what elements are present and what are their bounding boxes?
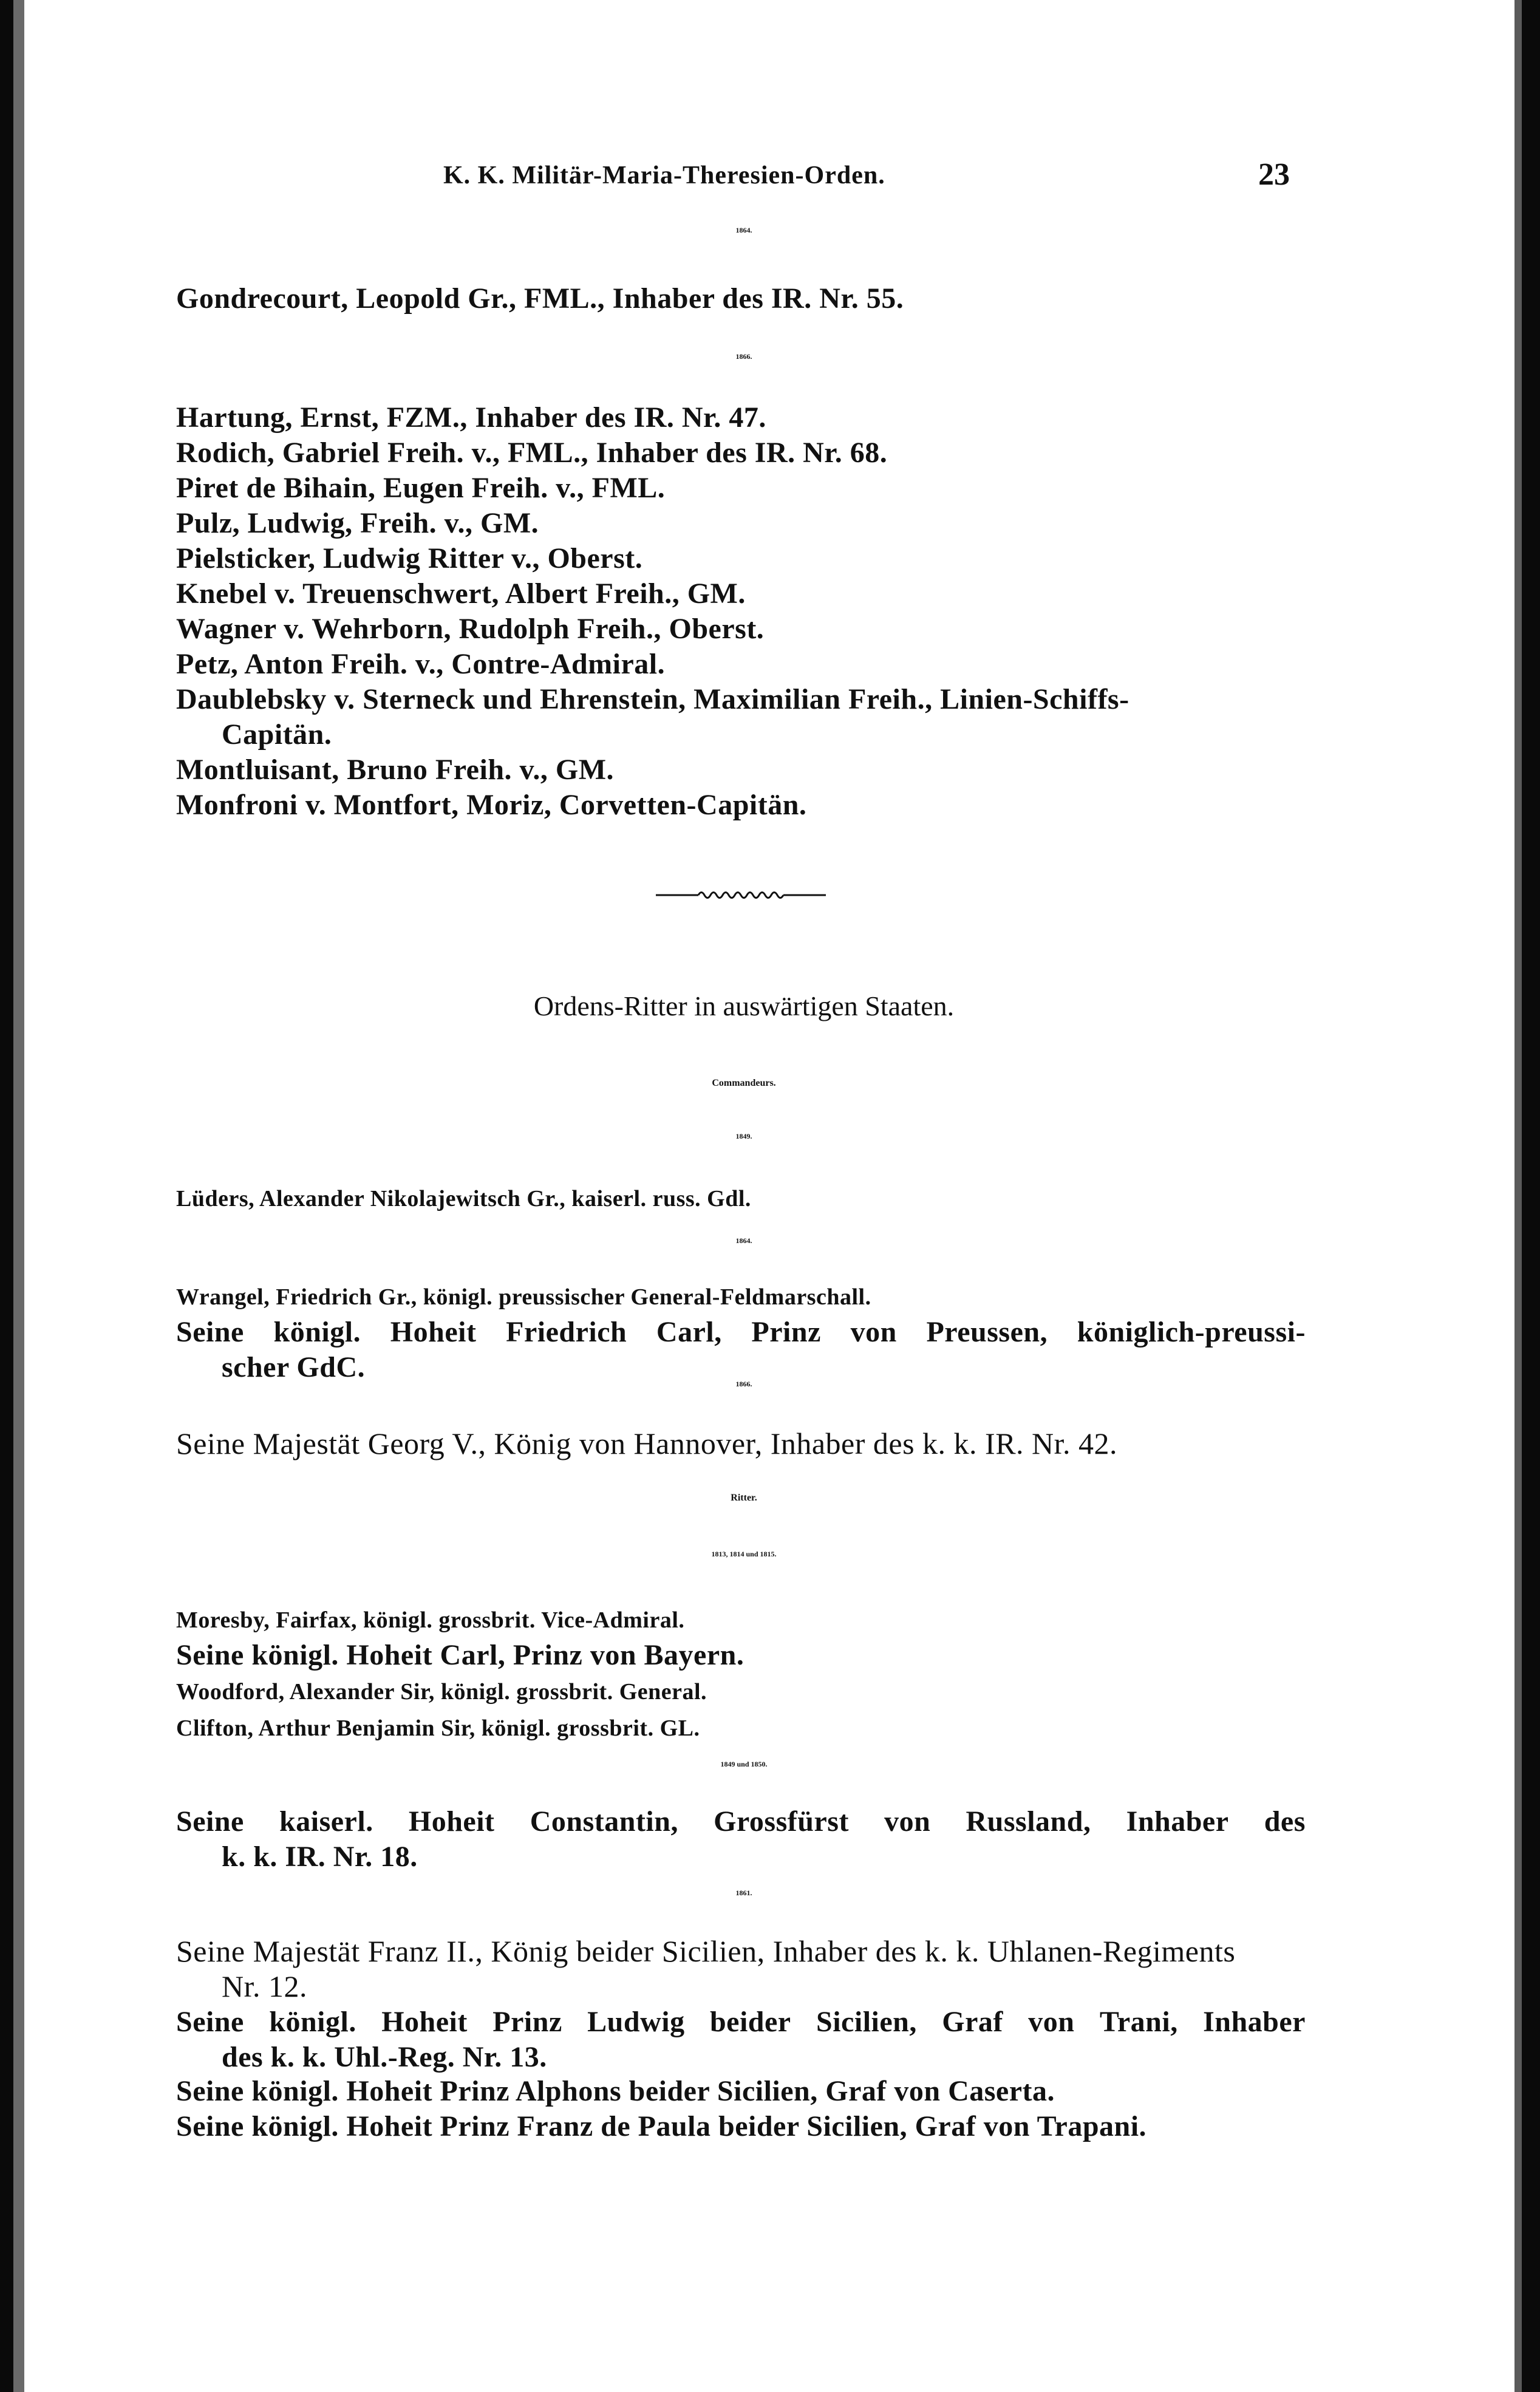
list-item: Seine Majestät Franz II., König beider Sicilien, Inhaber des k. k. Uhlanen-Regiments bbox=[176, 1934, 1236, 1968]
word: Graf bbox=[942, 2006, 1003, 2038]
year-heading-1813: 1813, 1814 und 1815. bbox=[711, 1550, 777, 1558]
list-item: Wagner v. Wehrborn, Rudolph Freih., Oberst. bbox=[176, 613, 765, 645]
word: Seine bbox=[176, 1316, 244, 1348]
year-heading-1864: 1864. bbox=[735, 1236, 752, 1245]
list-item-continuation: Nr. 12. bbox=[222, 1969, 307, 2003]
scan-edge-right-shadow bbox=[1514, 0, 1522, 2392]
list-item: Piret de Bihain, Eugen Freih. v., FML. bbox=[176, 472, 666, 504]
word: Prinz bbox=[492, 2006, 562, 2038]
list-item-continuation: scher GdC. bbox=[222, 1351, 366, 1383]
scan-edge-left-shadow bbox=[13, 0, 24, 2392]
section-title: Ordens-Ritter in auswärtigen Staaten. bbox=[533, 990, 955, 1021]
scan-edge-left bbox=[0, 0, 13, 2392]
word: Russland, bbox=[966, 1805, 1091, 1838]
list-item: Knebel v. Treuenschwert, Albert Freih., GM. bbox=[176, 578, 746, 610]
wavy-ornament-divider bbox=[656, 887, 826, 901]
word: Hoheit bbox=[390, 1316, 477, 1348]
word: königl. bbox=[273, 1316, 361, 1348]
word: kaiserl. bbox=[279, 1805, 373, 1838]
word: Sicilien, bbox=[816, 2006, 917, 2038]
word: königl. bbox=[269, 2006, 356, 2038]
word: Trani, bbox=[1099, 2006, 1178, 2038]
word: Friedrich bbox=[506, 1316, 627, 1348]
scan-edge-right bbox=[1522, 0, 1540, 2392]
word: Hoheit bbox=[408, 1805, 495, 1838]
year-heading-1849: 1849. bbox=[735, 1132, 752, 1140]
list-item: Clifton, Arthur Benjamin Sir, königl. grossbrit. GL. bbox=[176, 1716, 700, 1741]
word: Grossfürst bbox=[714, 1805, 849, 1838]
word: von bbox=[1028, 2006, 1075, 2038]
list-item: Daublebsky v. Sterneck und Ehrenstein, Maximilian Freih., Linien-Schiffs- bbox=[176, 683, 1129, 715]
word: von bbox=[850, 1316, 897, 1348]
list-item: Lüders, Alexander Nikolajewitsch Gr., kaiserl. russ. Gdl. bbox=[176, 1186, 751, 1211]
year-heading-1866: 1866. bbox=[735, 352, 752, 361]
list-item bbox=[176, 1315, 1306, 1349]
word: Preussen, bbox=[926, 1316, 1048, 1348]
list-item: Pulz, Ludwig, Freih. v., GM. bbox=[176, 507, 539, 539]
list-item: Pielsticker, Ludwig Ritter v., Oberst. bbox=[176, 542, 643, 574]
list-item: Moresby, Fairfax, königl. grossbrit. Vice-Admiral. bbox=[176, 1607, 685, 1633]
word: beider bbox=[709, 2006, 791, 2038]
ritter-heading: Ritter. bbox=[731, 1493, 757, 1503]
word: Seine bbox=[176, 1805, 244, 1838]
year-heading-1864: 1864. bbox=[735, 226, 752, 234]
list-item: Hartung, Ernst, FZM., Inhaber des IR. Nr. 47. bbox=[176, 401, 766, 434]
list-item bbox=[176, 1805, 1306, 1838]
word: Inhaber bbox=[1126, 1805, 1229, 1838]
word: Ludwig bbox=[587, 2006, 685, 2038]
year-heading-1866: 1866. bbox=[735, 1380, 752, 1388]
word: Carl, bbox=[656, 1316, 722, 1348]
year-heading-1861: 1861. bbox=[735, 1889, 752, 1897]
word: des bbox=[1264, 1805, 1306, 1838]
word: Constantin, bbox=[530, 1805, 678, 1838]
word: von bbox=[884, 1805, 931, 1838]
list-item: Seine königl. Hoheit Prinz Alphons beider Sicilien, Graf von Caserta. bbox=[176, 2075, 1055, 2107]
word: Prinz bbox=[751, 1316, 821, 1348]
word: königlich-preussi- bbox=[1077, 1316, 1306, 1348]
list-item: Woodford, Alexander Sir, königl. grossbrit. General. bbox=[176, 1679, 707, 1705]
list-item: Seine königl. Hoheit Prinz Franz de Paula beider Sicilien, Graf von Trapani. bbox=[176, 2110, 1147, 2142]
running-title: K. K. Militär-Maria-Theresien-Orden. bbox=[443, 162, 885, 189]
word: Hoheit bbox=[381, 2006, 468, 2038]
list-item: Seine Majestät Georg V., König von Hannover, Inhaber des k. k. IR. Nr. 42. bbox=[176, 1426, 1118, 1460]
list-item: Monfroni v. Montfort, Moriz, Corvetten-Capitän. bbox=[176, 789, 807, 821]
list-item bbox=[176, 2005, 1306, 2039]
list-item: Wrangel, Friedrich Gr., königl. preussischer General-Feldmarschall. bbox=[176, 1284, 871, 1310]
list-item: Montluisant, Bruno Freih. v., GM. bbox=[176, 754, 615, 786]
list-item-continuation: k. k. IR. Nr. 18. bbox=[222, 1841, 418, 1873]
word: Seine bbox=[176, 2006, 244, 2038]
year-heading-1849-1850: 1849 und 1850. bbox=[720, 1760, 768, 1768]
page-number: 23 bbox=[1258, 157, 1290, 192]
list-item: Seine königl. Hoheit Carl, Prinz von Bayern. bbox=[176, 1639, 744, 1671]
list-item: Rodich, Gabriel Freih. v., FML., Inhaber des IR. Nr. 68. bbox=[176, 437, 888, 469]
list-item-continuation: Capitän. bbox=[222, 718, 332, 751]
list-item: Petz, Anton Freih. v., Contre-Admiral. bbox=[176, 648, 666, 680]
list-item-continuation: des k. k. Uhl.-Reg. Nr. 13. bbox=[222, 2041, 547, 2073]
commandeurs-heading: Commandeurs. bbox=[712, 1078, 776, 1088]
word: Inhaber bbox=[1203, 2006, 1306, 2038]
list-item: Gondrecourt, Leopold Gr., FML., Inhaber des IR. Nr. 55. bbox=[176, 282, 904, 315]
